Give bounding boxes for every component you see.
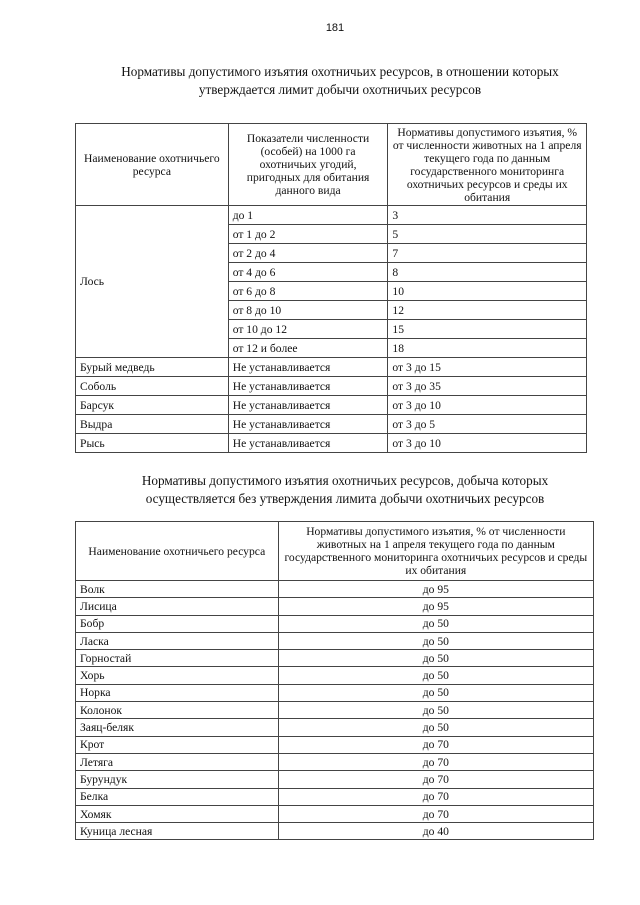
- norm-cell: до 50: [278, 684, 593, 701]
- section2-title-line2: осуществляется без утверждения лимита добычи охотничьих ресурсов: [145, 491, 545, 506]
- norm-cell: от 3 до 10: [388, 396, 587, 415]
- population-range-cell: от 12 и более: [228, 339, 388, 358]
- table-row: [76, 415, 587, 434]
- norm-cell: до 70: [278, 753, 593, 770]
- resource-name-cell: Горностай: [76, 650, 279, 667]
- resource-name-cell: Лось: [76, 206, 229, 358]
- resource-name-cell: Хорь: [76, 667, 279, 684]
- norm-cell: 12: [388, 301, 587, 320]
- table-header-row: [76, 522, 594, 581]
- norm-cell: 7: [388, 244, 587, 263]
- population-range-cell: до 1: [228, 206, 388, 225]
- section1-title-line2: утверждается лимит добычи охотничьих ресурсов: [198, 82, 482, 97]
- norm-cell: до 95: [278, 581, 593, 598]
- norm-cell: до 50: [278, 667, 593, 684]
- table-row: [76, 753, 594, 770]
- population-range-cell: Не устанавливается: [228, 377, 388, 396]
- resource-name-cell: Барсук: [76, 396, 229, 415]
- table-row: [76, 684, 594, 701]
- norm-cell: до 70: [278, 736, 593, 753]
- norm-cell: до 50: [278, 615, 593, 632]
- header-norm: Нормативы допустимого изъятия, % от численности животных на 1 апреля текущего года по данным государственного мониторинга охотничьих ресурсов и среды их обитания: [278, 522, 593, 581]
- norm-cell: до 40: [278, 823, 593, 840]
- resource-name-cell: Рысь: [76, 434, 229, 453]
- table-row: [76, 581, 594, 598]
- norm-cell: 18: [388, 339, 587, 358]
- norm-cell: до 70: [278, 771, 593, 788]
- norm-cell: от 3 до 15: [388, 358, 587, 377]
- population-range-cell: от 4 до 6: [228, 263, 388, 282]
- resource-name-cell: Летяга: [76, 753, 279, 770]
- resource-name-cell: Белка: [76, 788, 279, 805]
- resource-name-cell: Соболь: [76, 377, 229, 396]
- table-row: [76, 702, 594, 719]
- population-range-cell: от 8 до 10: [228, 301, 388, 320]
- table-row: [76, 805, 594, 822]
- table-header-row: [76, 124, 587, 206]
- table-row: [76, 771, 594, 788]
- table-row: [76, 736, 594, 753]
- norm-cell: до 70: [278, 805, 593, 822]
- norm-cell: до 50: [278, 719, 593, 736]
- norm-cell: 10: [388, 282, 587, 301]
- norm-cell: 5: [388, 225, 587, 244]
- resource-name-cell: Хомяк: [76, 805, 279, 822]
- resource-name-cell: Ласка: [76, 632, 279, 649]
- resource-name-cell: Бурундук: [76, 771, 279, 788]
- norm-cell: 3: [388, 206, 587, 225]
- unlimited-resources-table: [75, 521, 594, 840]
- norm-cell: до 50: [278, 650, 593, 667]
- limited-resources-table: [75, 123, 587, 453]
- population-range-cell: Не устанавливается: [228, 396, 388, 415]
- norm-cell: 15: [388, 320, 587, 339]
- table-row: [76, 358, 587, 377]
- population-range-cell: Не устанавливается: [228, 415, 388, 434]
- header-norm: Нормативы допустимого изъятия, % от численности животных на 1 апреля текущего года по данным государственного мониторинга охотничьих ресурсов и среды их обитания: [388, 124, 587, 206]
- population-range-cell: от 1 до 2: [228, 225, 388, 244]
- resource-name-cell: Колонок: [76, 702, 279, 719]
- norm-cell: от 3 до 5: [388, 415, 587, 434]
- table-row: [76, 615, 594, 632]
- table-row: [76, 823, 594, 840]
- norm-cell: от 3 до 10: [388, 434, 587, 453]
- norm-cell: до 95: [278, 598, 593, 615]
- table-row: [76, 667, 594, 684]
- population-range-cell: Не устанавливается: [228, 434, 388, 453]
- table-row: [76, 206, 587, 225]
- resource-name-cell: Волк: [76, 581, 279, 598]
- table-row: [76, 598, 594, 615]
- section1-title: [70, 63, 610, 99]
- population-range-cell: Не устанавливается: [228, 358, 388, 377]
- table-row: [76, 632, 594, 649]
- table-row: [76, 650, 594, 667]
- norm-cell: до 50: [278, 702, 593, 719]
- table-row: [76, 719, 594, 736]
- resource-name-cell: Выдра: [76, 415, 229, 434]
- table-row: [76, 434, 587, 453]
- resource-name-cell: Лисица: [76, 598, 279, 615]
- table-row: [76, 377, 587, 396]
- page-number: 181: [325, 22, 345, 34]
- table-row: [76, 788, 594, 805]
- table-row: [76, 396, 587, 415]
- resource-name-cell: Бурый медведь: [76, 358, 229, 377]
- section2-title: [75, 472, 615, 508]
- section2-title-line1: Нормативы допустимого изъятия охотничьих ресурсов, добыча которых: [141, 473, 549, 488]
- resource-name-cell: Куница лесная: [76, 823, 279, 840]
- norm-cell: до 70: [278, 788, 593, 805]
- header-population: Показатели численности (особей) на 1000 га охотничьих угодий, пригодных для обитания данного вида: [228, 124, 388, 206]
- norm-cell: от 3 до 35: [388, 377, 587, 396]
- resource-name-cell: Бобр: [76, 615, 279, 632]
- resource-name-cell: Норка: [76, 684, 279, 701]
- population-range-cell: от 6 до 8: [228, 282, 388, 301]
- resource-name-cell: Крот: [76, 736, 279, 753]
- header-resource-name: Наименование охотничьего ресурса: [76, 522, 279, 581]
- population-range-cell: от 10 до 12: [228, 320, 388, 339]
- norm-cell: до 50: [278, 632, 593, 649]
- population-range-cell: от 2 до 4: [228, 244, 388, 263]
- norm-cell: 8: [388, 263, 587, 282]
- header-resource-name: Наименование охотничьего ресурса: [76, 124, 229, 206]
- resource-name-cell: Заяц-беляк: [76, 719, 279, 736]
- section1-title-line1: Нормативы допустимого изъятия охотничьих ресурсов, в отношении которых: [121, 64, 559, 79]
